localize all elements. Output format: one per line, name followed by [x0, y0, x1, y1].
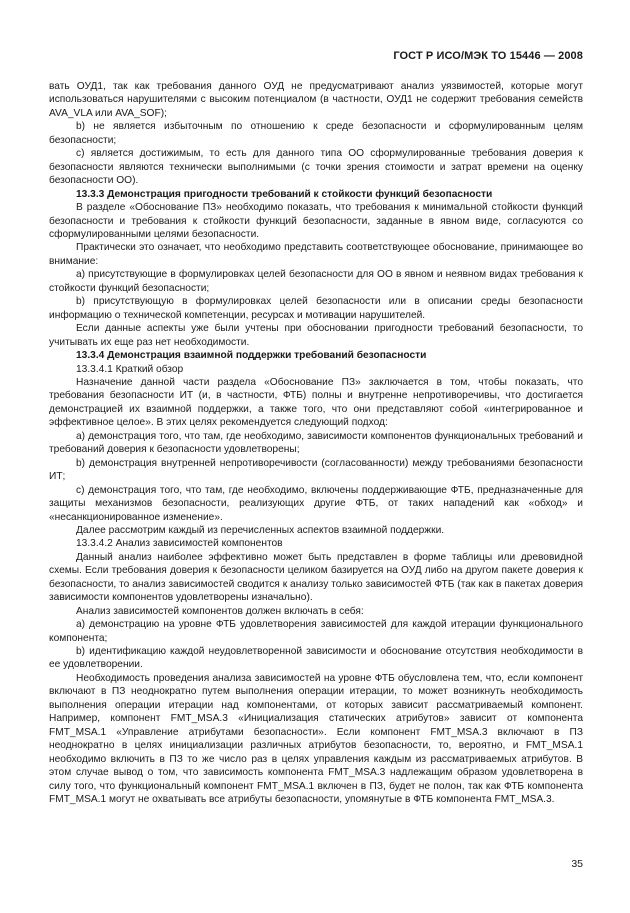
paragraph: 13.3.4.1 Краткий обзор [76, 363, 184, 375]
paragraph: Если данные аспекты уже были учтены при обосновании пригодности требований безопасности, то учитывать их еще раз нет необходимости. [49, 323, 583, 348]
paragraph: Анализ зависимостей компонентов должен включать в себя: [76, 605, 364, 617]
paragraph: b) не является избыточным по отношению к среде безопасности и сформулированным целям безопасности; [49, 121, 583, 146]
section-heading: 13.3.3 Демонстрация пригодности требований к стойкости функций безопасности [76, 188, 493, 200]
paragraph: В разделе «Обоснование ПЗ» необходимо показать, что требования к минимальной стойкости функций безопасности и требования к стойкости функций безопасности, заданные в явном виде, согласуются со сформулированными целями безопасности. [49, 202, 583, 240]
paragraph: Далее рассмотрим каждый из перечисленных аспектов взаимной поддержки. [76, 524, 445, 536]
document-body [49, 80, 583, 806]
section-heading: 13.3.4 Демонстрация взаимной поддержки требований безопасности [76, 350, 427, 362]
paragraph: Назначение данной части раздела «Обоснование ПЗ» заключается в том, чтобы показать, что требования безопасности ИТ (и, в частности, ФТБ) полны и внутренне непротиворечивы, что достигается демонстрацией их взаимной поддержки, а также того, что они представляют собой «интегрированное и эффективное целое». В этих целях рекомендуется следующий подход: [49, 376, 583, 429]
paragraph: а) демонстрацию на уровне ФТБ удовлетворения зависимостей для каждой итерации функционального компонента; [49, 619, 583, 644]
paragraph: b) присутствующую в формулировках целей безопасности или в описании среды безопасности информацию о технической компетенции, ресурсах и мотивации нарушителей. [49, 296, 583, 321]
paragraph: а) демонстрация того, что там, где необходимо, зависимости компонентов функциональных требований и требований доверия к безопасности удовлетворены; [49, 430, 583, 456]
paragraph: b) демонстрация внутренней непротиворечивости (согласованности) между требованиями безопасности ИТ; [49, 457, 583, 483]
paragraph: Данный анализ наиболее эффективно может быть представлен в форме таблицы или древовидной схемы. Если требования доверия к безопасности целиком базируется на ОУД либо на другом пакете доверия к безопасности, то анализ зависимостей сводится к анализу только зависимостей ФТБ (так как в пакетах доверия зависимости компонентов удовлетворены изначально). [49, 551, 583, 604]
page-number: 35 [571, 858, 583, 870]
paragraph: b) идентификацию каждой неудовлетворенной зависимости и обоснование отсутствия необходимости в ее удовлетворении. [49, 646, 583, 671]
standard-header: ГОСТ Р ИСО/МЭК ТО 15446 — 2008 [393, 50, 583, 62]
paragraph: вать ОУД1, так как требования данного ОУД не предусматривают анализ уязвимостей, которые могут использоваться нарушителями с высоким потенциалом (в частности, ОУД1 не содержит требования семейств AVA_VLA или AVA_SOF); [49, 81, 583, 119]
paragraph: с) демонстрация того, что там, где необходимо, включены поддерживающие ФТБ, предназначенные для защиты механизмов безопасности, реализующих другие ФТБ, от таких нападений как «обход» и «несанкционированное изменение». [49, 484, 583, 523]
paragraph: Необходимость проведения анализа зависимостей на уровне ФТБ обусловлена тем, что, если компонент включают в ПЗ неоднократно путем выполнения операции итерации, то может возникнуть необходимость выполнения операции итерации над компонентами, от которых зависит рассматриваемый компонент. Например, компонент FMT_MSA.3 «Инициализация статических атрибутов» зависит от компонента FMT_MSA.1 «Управление атрибутами безопасности». Если компонент FMT_MSA.3 включают в ПЗ неоднократно в целях инициализации различных атрибутов безопасности, то, вероятно, и FMT_MSA.1 необходимо включить в ПЗ то же число раз в целях управления каждым из рассматриваемых атрибутов. В этом случае вывод о том, что зависимость компонента FMT_MSA.3 надлежащим образом удовлетворена в силу того, что функциональный компонент FMT_MSA.1 включен в ПЗ, будет не полон, так как ФТБ компонента FMT_MSA.1 могут не охватывать все атрибуты безопасности, упомянутые в ФТБ компонента FMT_MSA.3. [49, 672, 583, 806]
paragraph: а) присутствующие в формулировках целей безопасности для ОО в явном и неявном видах требования к стойкости функций безопасности; [49, 269, 583, 294]
paragraph: с) является достижимым, то есть для данного типа ОО сформулированные требования доверия к безопасности являются технически выполнимыми (с точки зрения стоимости и затрат времени на оценку безопасности ОО). [49, 148, 583, 187]
paragraph: Практически это означает, что необходимо представить соответствующее обоснование, принимающее во внимание: [49, 242, 583, 267]
paragraph: 13.3.4.2 Анализ зависимостей компонентов [76, 538, 283, 550]
